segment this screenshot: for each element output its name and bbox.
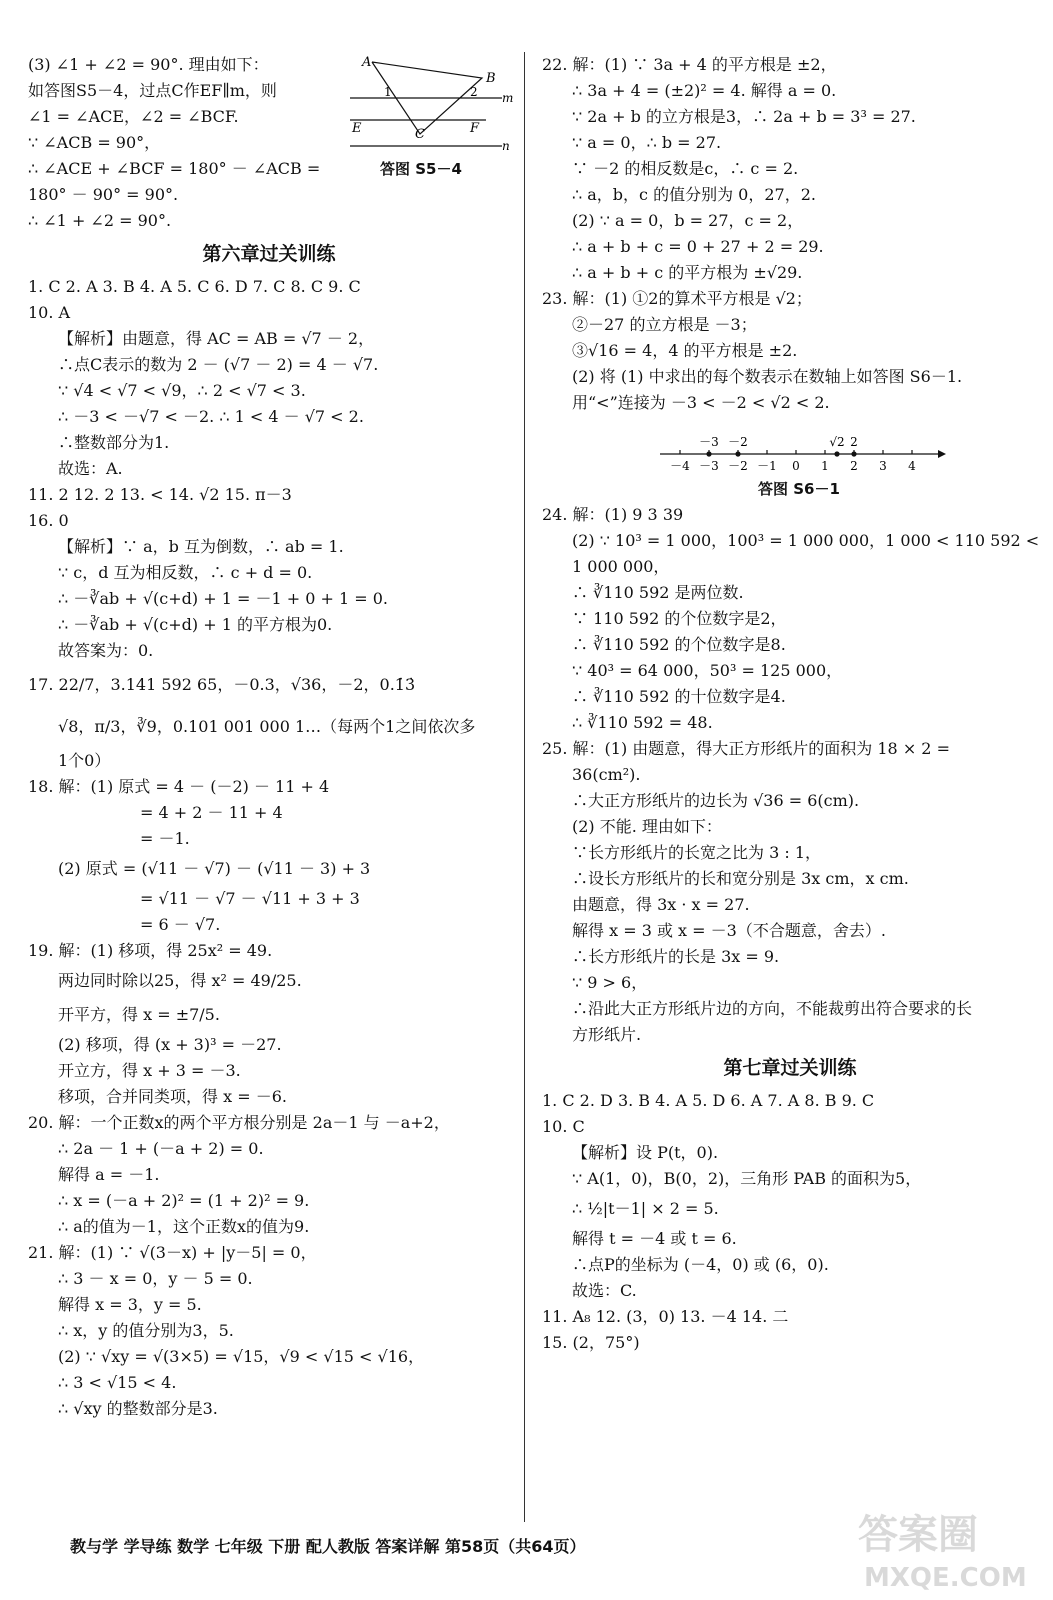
text-line: ∵长方形纸片的长宽之比为 3 : 1， — [572, 843, 822, 862]
text-line: 故选：A. — [58, 459, 123, 478]
watermark-logo — [850, 1500, 1040, 1595]
tick-label: －2 — [728, 459, 748, 473]
text-line: = 4 + 2 － 11 + 4 — [140, 803, 283, 822]
text-line: ③√16 = 4，4 的平方根是 ±2. — [572, 341, 798, 360]
text-line: ∴ 2a － 1 + (－a + 2) = 0. — [58, 1139, 264, 1158]
text-line: (2) 不能. 理由如下： — [572, 817, 722, 836]
tick-label: －4 — [670, 459, 690, 473]
figure-s5-4-caption: 答图 S5－4 — [380, 160, 462, 178]
text-line: (2) ∵ 10³ = 1 000，100³ = 1 000 000，1 000 < 110 592 < — [572, 531, 1040, 550]
text-line: 22. 解：(1) ∵ 3a + 4 的平方根是 ±2， — [542, 55, 837, 74]
text-line: (3) ∠1 + ∠2 = 90°. 理由如下： — [28, 55, 269, 74]
text-line: ∵ A(1，0)，B(0，2)，三角形 PAB 的面积为5， — [572, 1169, 922, 1188]
text-line: ∵ ∠ACB = 90°， — [28, 133, 161, 152]
text-line: 故答案为：0. — [58, 641, 154, 660]
text-line: 1. C 2. D 3. B 4. A 5. D 6. A 7. A 8. B 9. C — [542, 1091, 875, 1110]
text-line: ∴ 3 < √15 < 4. — [58, 1373, 177, 1392]
label-a: A — [362, 55, 372, 70]
text-line: √8，π/3，∛9，0.101 001 000 1…（每两个1之间依次多 — [58, 717, 476, 736]
text-line: 1. C 2. A 3. B 4. A 5. C 6. D 7. C 8. C 9. C — [28, 277, 361, 296]
tick-label: 4 — [908, 459, 916, 473]
text-line: 25. 解：(1) 由题意，得大正方形纸片的面积为 18 × 2 = — [542, 739, 950, 758]
text-line: (2) 将 (1) 中求出的每个数表示在数轴上如答图 S6－1. — [572, 367, 963, 386]
text-line: ∵ 40³ = 64 000，50³ = 125 000， — [572, 661, 843, 680]
section-heading: 第七章过关训练 — [723, 1057, 857, 1079]
text-line: 16. 0 — [28, 511, 69, 530]
text-line: ∴ 3 － x = 0，y － 5 = 0. — [58, 1269, 253, 1288]
text-line: = －1. — [140, 829, 190, 848]
text-line: (2) ∵ √xy = √(3×5) = √15，√9 < √15 < √16， — [58, 1347, 425, 1366]
text-line: ∴ √xy 的整数部分是3. — [58, 1399, 218, 1418]
text-line: 解得 x = 3 或 x = －3（不合题意，舍去）. — [572, 921, 886, 940]
text-line: ∴ ∛110 592 是两位数. — [572, 583, 744, 602]
page-footer: 教与学 学导练 数学 七年级 下册 配人教版 答案详解 第58页（共64页） — [70, 1537, 586, 1556]
text-line: 解得 t = －4 或 t = 6. — [572, 1229, 737, 1248]
text-line: 18. 解：(1) 原式 = 4 － (－2) － 11 + 4 — [28, 777, 330, 796]
text-line: 开立方，得 x + 3 = －3. — [58, 1061, 241, 1080]
text-line: ∴ x，y 的值分别为3，5. — [58, 1321, 234, 1340]
text-line: ∴ ∠1 + ∠2 = 90°. — [28, 211, 172, 230]
text-line: 方形纸片. — [572, 1025, 642, 1044]
point-marker — [706, 451, 711, 456]
tick-label: 0 — [792, 459, 800, 473]
label-angle-1: 1 — [384, 85, 392, 99]
watermark-text: 答案圈 — [858, 1512, 978, 1558]
text-line: 解得 a = －1. — [58, 1165, 160, 1184]
text-line: ∠1 = ∠ACE，∠2 = ∠BCF. — [28, 107, 239, 126]
text-line: ∵ 9 > 6， — [572, 973, 648, 992]
tick-label: －3 — [699, 459, 719, 473]
text-line: ∴ a + b + c 的平方根为 ±√29. — [572, 263, 803, 282]
text-line: ∵ √4 < √7 < √9，∴ 2 < √7 < 3. — [58, 381, 306, 400]
point-label: －2 — [728, 435, 748, 449]
text-line: ∴点C表示的数为 2 － (√7 － 2) = 4 － √7. — [58, 355, 379, 374]
text-line: ∴ a，b，c 的值分别为 0，27，2. — [572, 185, 816, 204]
text-line: 36(cm²). — [572, 765, 641, 784]
text-line: 24. 解：(1) 9 3 39 — [542, 505, 684, 524]
text-line: ∴ x = (－a + 2)² = (1 + 2)² = 9. — [58, 1191, 310, 1210]
tick-label: 2 — [850, 459, 858, 473]
point-marker — [735, 451, 740, 456]
text-line: 11. A₈ 12. (3，0) 13. －4 14. 二 — [542, 1307, 789, 1326]
text-line: 如答图S5－4，过点C作EF∥m，则 — [28, 81, 277, 100]
label-m: m — [502, 91, 514, 105]
text-line: ∴ ∛110 592 = 48. — [572, 713, 713, 732]
text-line: = 6 － √7. — [140, 915, 221, 934]
text-line: ∵ 2a + b 的立方根是3，∴ 2a + b = 3³ = 27. — [572, 107, 916, 126]
number-line-arrow — [938, 450, 946, 458]
text-line: 19. 解：(1) 移项，得 25x² = 49. — [28, 941, 273, 960]
text-line: ∵ c，d 互为相反数，∴ c + d = 0. — [58, 563, 313, 582]
text-line: ∴ －∛ab + √(c+d) + 1 的平方根为0. — [58, 615, 333, 634]
text-line: ∵ a = 0，∴ b = 27. — [572, 133, 722, 152]
text-line: ∴长方形纸片的长是 3x = 9. — [572, 947, 780, 966]
text-line: 10. C — [542, 1117, 585, 1136]
right-column — [542, 52, 1038, 1356]
text-line: 【解析】由题意，得 AC = AB = √7 － 2， — [58, 329, 375, 348]
number-line — [542, 416, 1038, 476]
text-line: 10. A — [28, 303, 71, 322]
label-c: C — [415, 127, 425, 142]
text-line: ∵ 110 592 的个位数字是2， — [572, 609, 787, 628]
label-n: n — [502, 139, 510, 153]
text-line: ∴ －3 < －√7 < －2. ∴ 1 < 4 － √7 < 2. — [58, 407, 364, 426]
text-line: ∴ a的值为－1，这个正数x的值为9. — [58, 1217, 310, 1236]
text-line: 180° － 90° = 90°. — [28, 185, 179, 204]
text-line: ∴ ∛110 592 的个位数字是8. — [572, 635, 786, 654]
text-line: (2) ∵ a = 0，b = 27，c = 2， — [572, 211, 804, 230]
text-line: 1个0） — [58, 751, 111, 770]
text-line: 解得 x = 3，y = 5. — [58, 1295, 202, 1314]
text-line: = √11 － √7 － √11 + 3 + 3 — [140, 889, 360, 908]
label-e: E — [352, 121, 362, 136]
left-column — [28, 52, 514, 1422]
label-angle-2: 2 — [470, 85, 478, 99]
text-line: 【解析】∵ a，b 互为倒数，∴ ab = 1. — [58, 537, 344, 556]
text-line: ∵ －2 的相反数是c，∴ c = 2. — [572, 159, 799, 178]
text-line: 21. 解：(1) ∵ √(3－x) + |y－5| = 0， — [28, 1243, 317, 1262]
section-heading: 第六章过关训练 — [202, 243, 336, 265]
tick-label: 3 — [879, 459, 887, 473]
text-line: 移项，合并同类项，得 x = －6. — [58, 1087, 287, 1106]
text-line: 开平方，得 x = ±7/5. — [58, 1005, 220, 1024]
figure-s6-1 — [542, 416, 1038, 502]
label-b: B — [486, 71, 496, 86]
point-label: －3 — [699, 435, 719, 449]
tick-label: 1 — [821, 459, 829, 473]
text-line: 故选：C. — [572, 1281, 637, 1300]
point-marker — [834, 451, 839, 456]
figure-s6-1-caption: 答图 S6－1 — [758, 480, 840, 498]
text-line: 【解析】设 P(t，0). — [572, 1143, 719, 1162]
text-line: ∴ 3a + 4 = (±2)² = 4. 解得 a = 0. — [572, 81, 837, 100]
text-line: ∴大正方形纸片的边长为 √36 = 6(cm). — [572, 791, 860, 810]
text-line: 由题意，得 3x · x = 27. — [572, 895, 750, 914]
figure-s5-4-diagram — [346, 52, 512, 152]
text-line: ∴整数部分为1. — [58, 433, 170, 452]
text-line: (2) 原式 = (√11 － √7) － (√11 － 3) + 3 — [58, 859, 371, 878]
text-line: ∴ －∛ab + √(c+d) + 1 = －1 + 0 + 1 = 0. — [58, 589, 388, 608]
text-line: (2) 移项，得 (x + 3)³ = －27. — [58, 1035, 282, 1054]
point-marker — [851, 451, 856, 456]
text-line: 11. 2 12. 2 13. < 14. √2 15. π－3 — [28, 485, 292, 504]
watermark-url: MXQE.COM — [864, 1563, 1027, 1593]
text-line: 20. 解：一个正数x的两个平方根分别是 2a－1 与 －a+2， — [28, 1113, 450, 1132]
point-label: √2 — [829, 435, 845, 449]
figure-s5-4 — [346, 52, 512, 182]
text-line: 1 000 000， — [572, 557, 670, 576]
text-line: 17. 22/7，3.141 592 65，－0.3，√36，－2，0.1̇3̇ — [28, 675, 416, 694]
text-line: 15. (2，75°) — [542, 1333, 640, 1352]
label-f: F — [470, 121, 480, 136]
text-line: ②－27 的立方根是 －3； — [572, 315, 757, 334]
text-line: 23. 解：(1) ①2的算术平方根是 √2； — [542, 289, 812, 308]
column-divider — [524, 52, 525, 1522]
text-line: 两边同时除以25，得 x² = 49/25. — [58, 971, 302, 990]
tick-label: －1 — [757, 459, 777, 473]
text-line: ∴沿此大正方形纸片边的方向，不能裁剪出符合要求的长 — [572, 999, 973, 1018]
text-line: 用“<”连接为 －3 < －2 < √2 < 2. — [572, 393, 830, 412]
text-line: ∴ a + b + c = 0 + 27 + 2 = 29. — [572, 237, 824, 256]
text-line: ∴点P的坐标为 (－4，0) 或 (6，0). — [572, 1255, 829, 1274]
point-label: 2 — [850, 435, 858, 449]
text-line: ∴ ½|t－1| × 2 = 5. — [572, 1199, 719, 1218]
text-line: ∴设长方形纸片的长和宽分别是 3x cm，x cm. — [572, 869, 909, 888]
text-line: ∴ ∠ACE + ∠BCF = 180° － ∠ACB = — [28, 159, 321, 178]
text-line: ∴ ∛110 592 的十位数字是4. — [572, 687, 786, 706]
